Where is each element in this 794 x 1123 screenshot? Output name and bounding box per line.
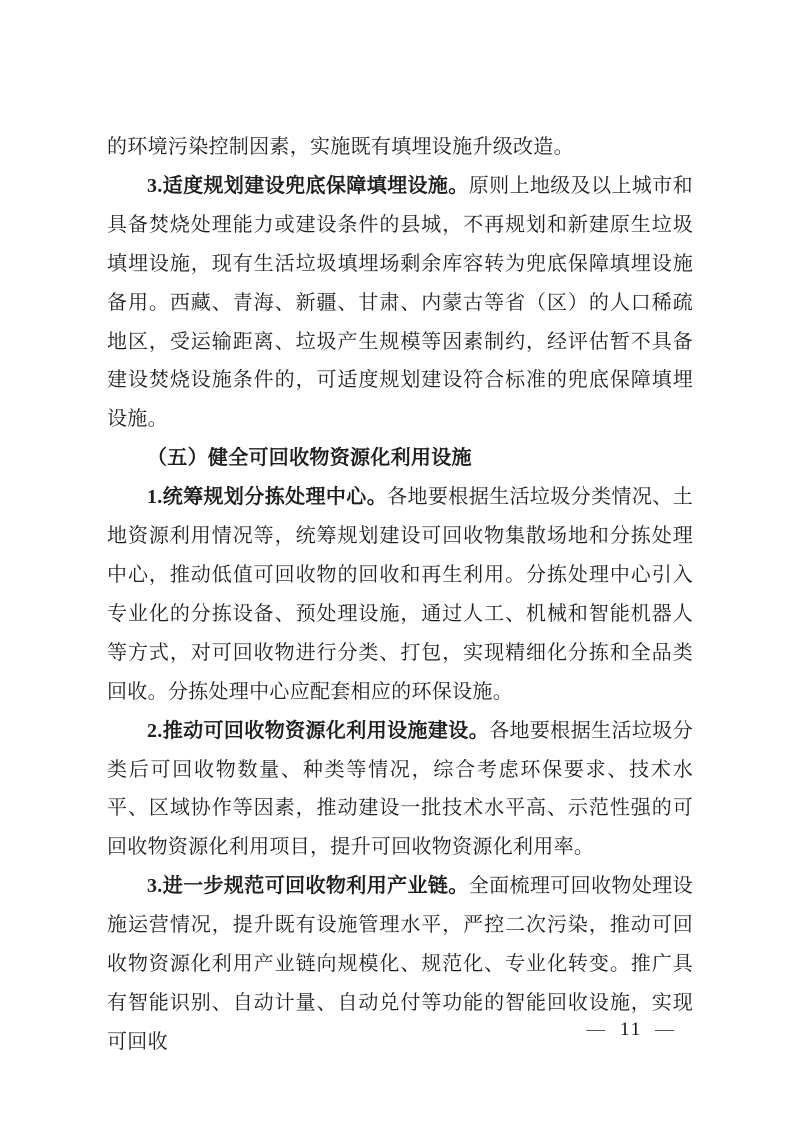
para-continuation-landfill-upgrade	[107, 128, 693, 167]
footer-dash-left: —	[586, 1019, 608, 1040]
bold-lead-text: 3.适度规划建设兜底保障填埋设施。	[147, 174, 469, 197]
bold-lead-text: 2.推动可回收物资源化利用设施建设。	[147, 719, 490, 742]
body-text: 各地要根据生活垃圾分类情况、土地资源利用情况等，统筹规划建设可回收物集散场地和分拣处理中心，推动低值可回收物的回收和再生利用。分拣处理中心引入专业化的分拣设备、预处理设施，通过人工、机械和智能机器人等方式，对可回收物进行分类、打包，实现精细化分拣和全品类回收。分拣处理中心应配套相应的环保设施。	[107, 486, 694, 703]
footer-dash-right: —	[655, 1019, 676, 1040]
body-text: 各地要根据生活垃圾分类后可回收物数量、种类等情况，综合考虑环保要求、技术水平、区域协作等因素，推动建设一批技术水平高、示范性强的可回收物资源化利用项目，提升可回收物资源化利用率。	[107, 719, 694, 859]
bold-lead-text: 3.进一步规范可回收物利用产业链。	[147, 875, 469, 898]
page-number: 11	[619, 1019, 643, 1040]
page-footer	[580, 1018, 682, 1042]
document-body	[107, 128, 693, 1062]
para-1-sorting-center	[107, 478, 693, 711]
body-text: 的环境污染控制因素，实施既有填埋设施升级改造。	[107, 136, 574, 158]
bold-lead-text: （五）健全可回收物资源化利用设施	[147, 447, 472, 470]
para-2-recycling-utilization-facilities	[107, 712, 693, 868]
bold-lead-text: 1.统筹规划分拣处理中心。	[147, 486, 388, 509]
heading-section-five-recyclables	[107, 439, 693, 478]
body-text: 原则上地级及以上城市和具备焚烧处理能力或建设条件的县城，不再规划和新建原生垃圾填埋设施，现有生活垃圾填埋场剩余库容转为兜底保障填埋设施备用。西藏、青海、新疆、甘肃、内蒙古等省（区）的人口稀疏地区，受运输距离、垃圾产生规模等因素制约，经评估暂不具备建设焚烧设施条件的，可适度规划建设符合标准的兜底保障填埋设施。	[107, 174, 693, 431]
body-text: 全面梳理可回收物处理设施运营情况，提升既有设施管理水平，严控二次污染，推动可回收物资源化利用产业链向规模化、规范化、专业化转变。推广具有智能识别、自动计量、自动兑付等功能的智能回收设施，实现可回收	[107, 875, 693, 1053]
para-3-backup-landfill	[107, 167, 693, 439]
